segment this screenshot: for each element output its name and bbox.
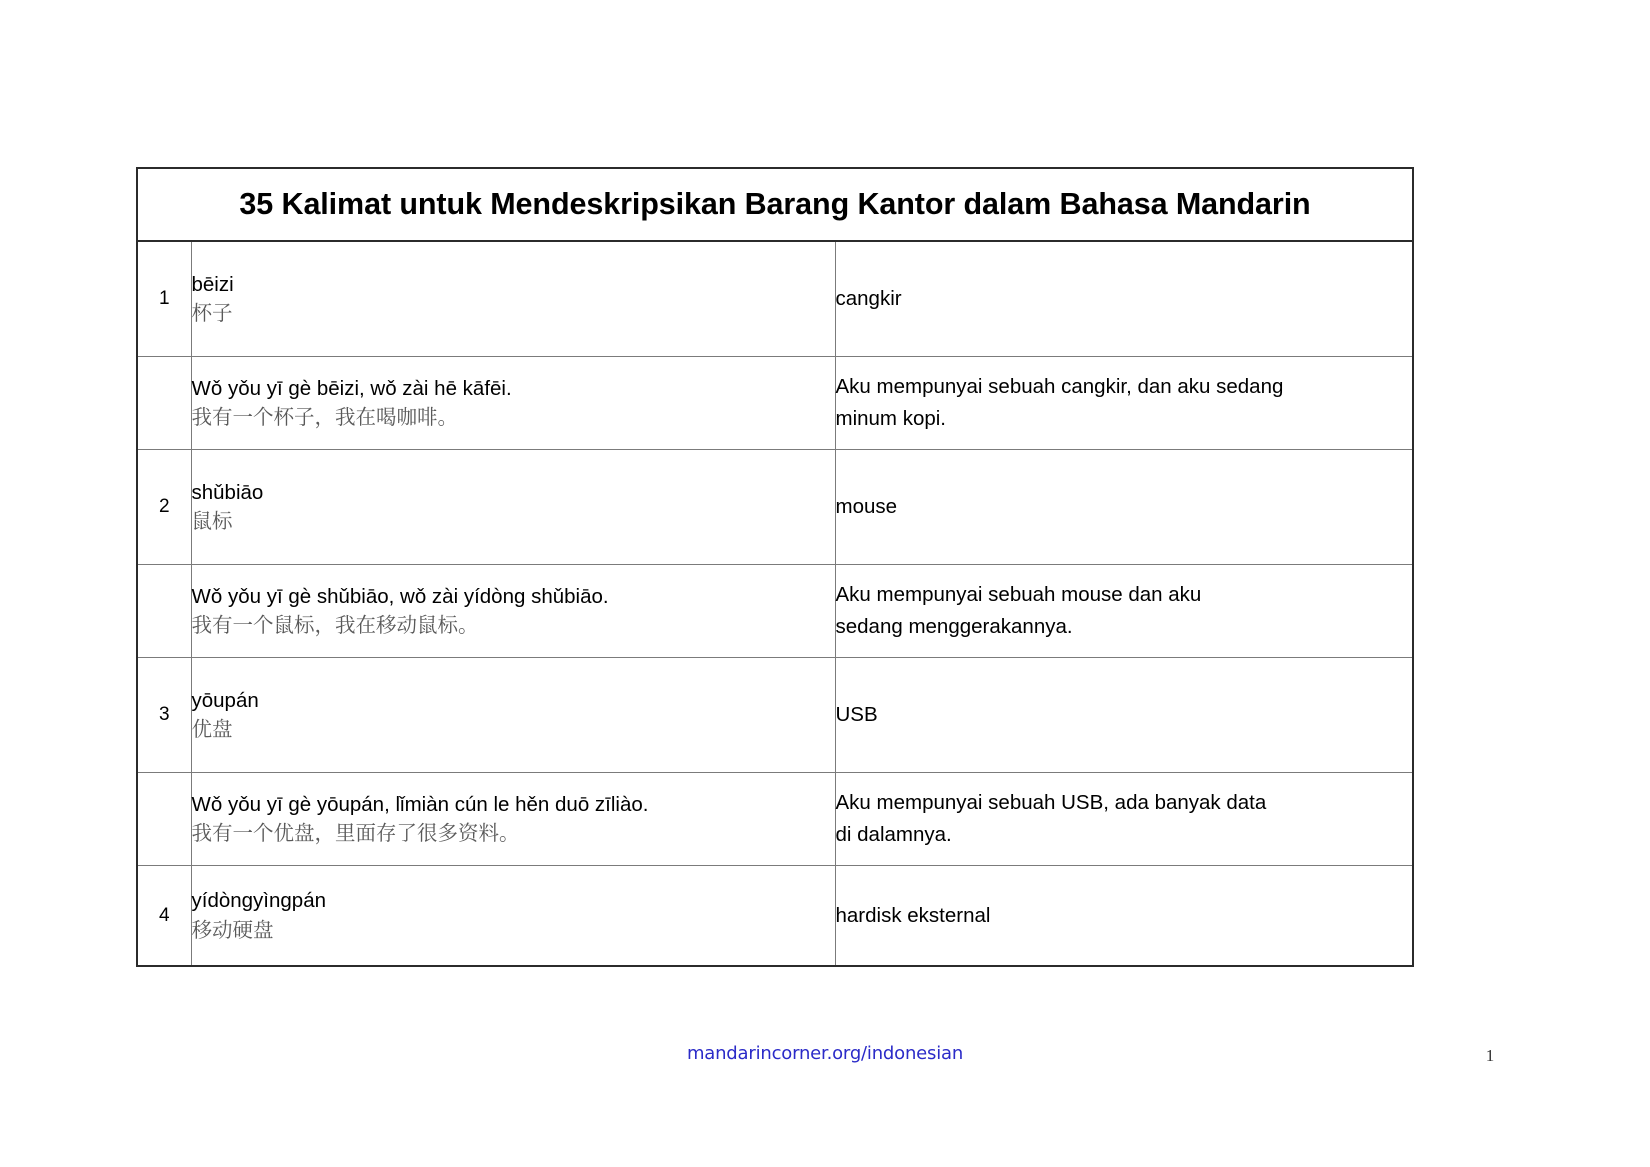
sentence-pinyin: Wǒ yǒu yī gè bēizi, wǒ zài hē kāfēi.: [191, 376, 512, 400]
entry-translation-cell: [835, 773, 1413, 866]
table-row: [137, 450, 1413, 565]
vocabulary-table: [136, 167, 1414, 967]
sentence-pinyin: Wǒ yǒu yī gè yōupán, lǐmiàn cún le hěn duō zīliào.: [191, 792, 649, 816]
entry-number: 2: [137, 450, 191, 565]
translation-line-1: Aku mempunyai sebuah cangkir, dan aku sedang: [835, 374, 1284, 398]
title-row: [137, 168, 1413, 241]
sentence-hanzi: 我有一个杯子，我在喝咖啡。: [191, 405, 458, 429]
entry-number: 1: [137, 241, 191, 357]
entry-translation-cell: [835, 357, 1413, 450]
entry-pinyin: shǔbiāo: [191, 480, 264, 504]
footer-website-link[interactable]: mandarincorner.org/indonesian: [686, 1043, 964, 1064]
page-number: 1: [1485, 1046, 1495, 1065]
page-title: 35 Kalimat untuk Mendeskripsikan Barang Kantor dalam Bahasa Mandarin: [239, 186, 1311, 221]
entry-hanzi: 移动硬盘: [191, 917, 274, 942]
entry-number: 3: [137, 658, 191, 773]
translation-line-2: sedang menggerakannya.: [835, 615, 1073, 638]
entry-number-blank: [137, 357, 191, 450]
entry-meaning: USB: [835, 658, 1413, 773]
entry-meaning: cangkir: [835, 241, 1413, 357]
entry-pinyin: yōupán: [191, 688, 259, 712]
entry-sentence-cell: [191, 357, 835, 450]
translation-line-2: di dalamnya.: [835, 823, 952, 846]
sentence-hanzi: 我有一个鼠标，我在移动鼠标。: [191, 613, 479, 637]
title-cell: [137, 168, 1413, 241]
entry-hanzi: 优盘: [191, 717, 233, 741]
translation-line-1: Aku mempunyai sebuah USB, ada banyak data: [835, 790, 1267, 814]
entry-meaning: hardisk eksternal: [835, 866, 1413, 967]
entry-pinyin: bēizi: [191, 272, 234, 296]
sentence-pinyin: Wǒ yǒu yī gè shǔbiāo, wǒ zài yídòng shǔbiāo.: [191, 584, 609, 608]
table-row: [137, 773, 1413, 866]
entry-sentence-cell: [191, 773, 835, 866]
sentence-hanzi: 我有一个优盘，里面存了很多资料。: [191, 821, 520, 845]
table-row: [137, 565, 1413, 658]
entry-hanzi: 鼠标: [191, 509, 233, 533]
entry-pinyin: yídòngyìngpán: [191, 889, 327, 913]
translation-line-2: minum kopi.: [835, 407, 947, 430]
table-row: [137, 357, 1413, 450]
entry-translation-cell: [835, 565, 1413, 658]
entry-hanzi: 杯子: [191, 301, 233, 325]
vocabulary-table-wrapper: [136, 167, 1414, 967]
entry-word-cell: [191, 866, 835, 967]
translation-line-1: Aku mempunyai sebuah mouse dan aku: [835, 582, 1202, 606]
entry-meaning: mouse: [835, 450, 1413, 565]
table-row: [137, 241, 1413, 357]
entry-word-cell: [191, 450, 835, 565]
entry-number: 4: [137, 866, 191, 967]
entry-number-blank: [137, 773, 191, 866]
table-row: [137, 866, 1413, 967]
entry-word-cell: [191, 658, 835, 773]
table-row: [137, 658, 1413, 773]
entry-sentence-cell: [191, 565, 835, 658]
entry-number-blank: [137, 565, 191, 658]
entry-word-cell: [191, 241, 835, 357]
